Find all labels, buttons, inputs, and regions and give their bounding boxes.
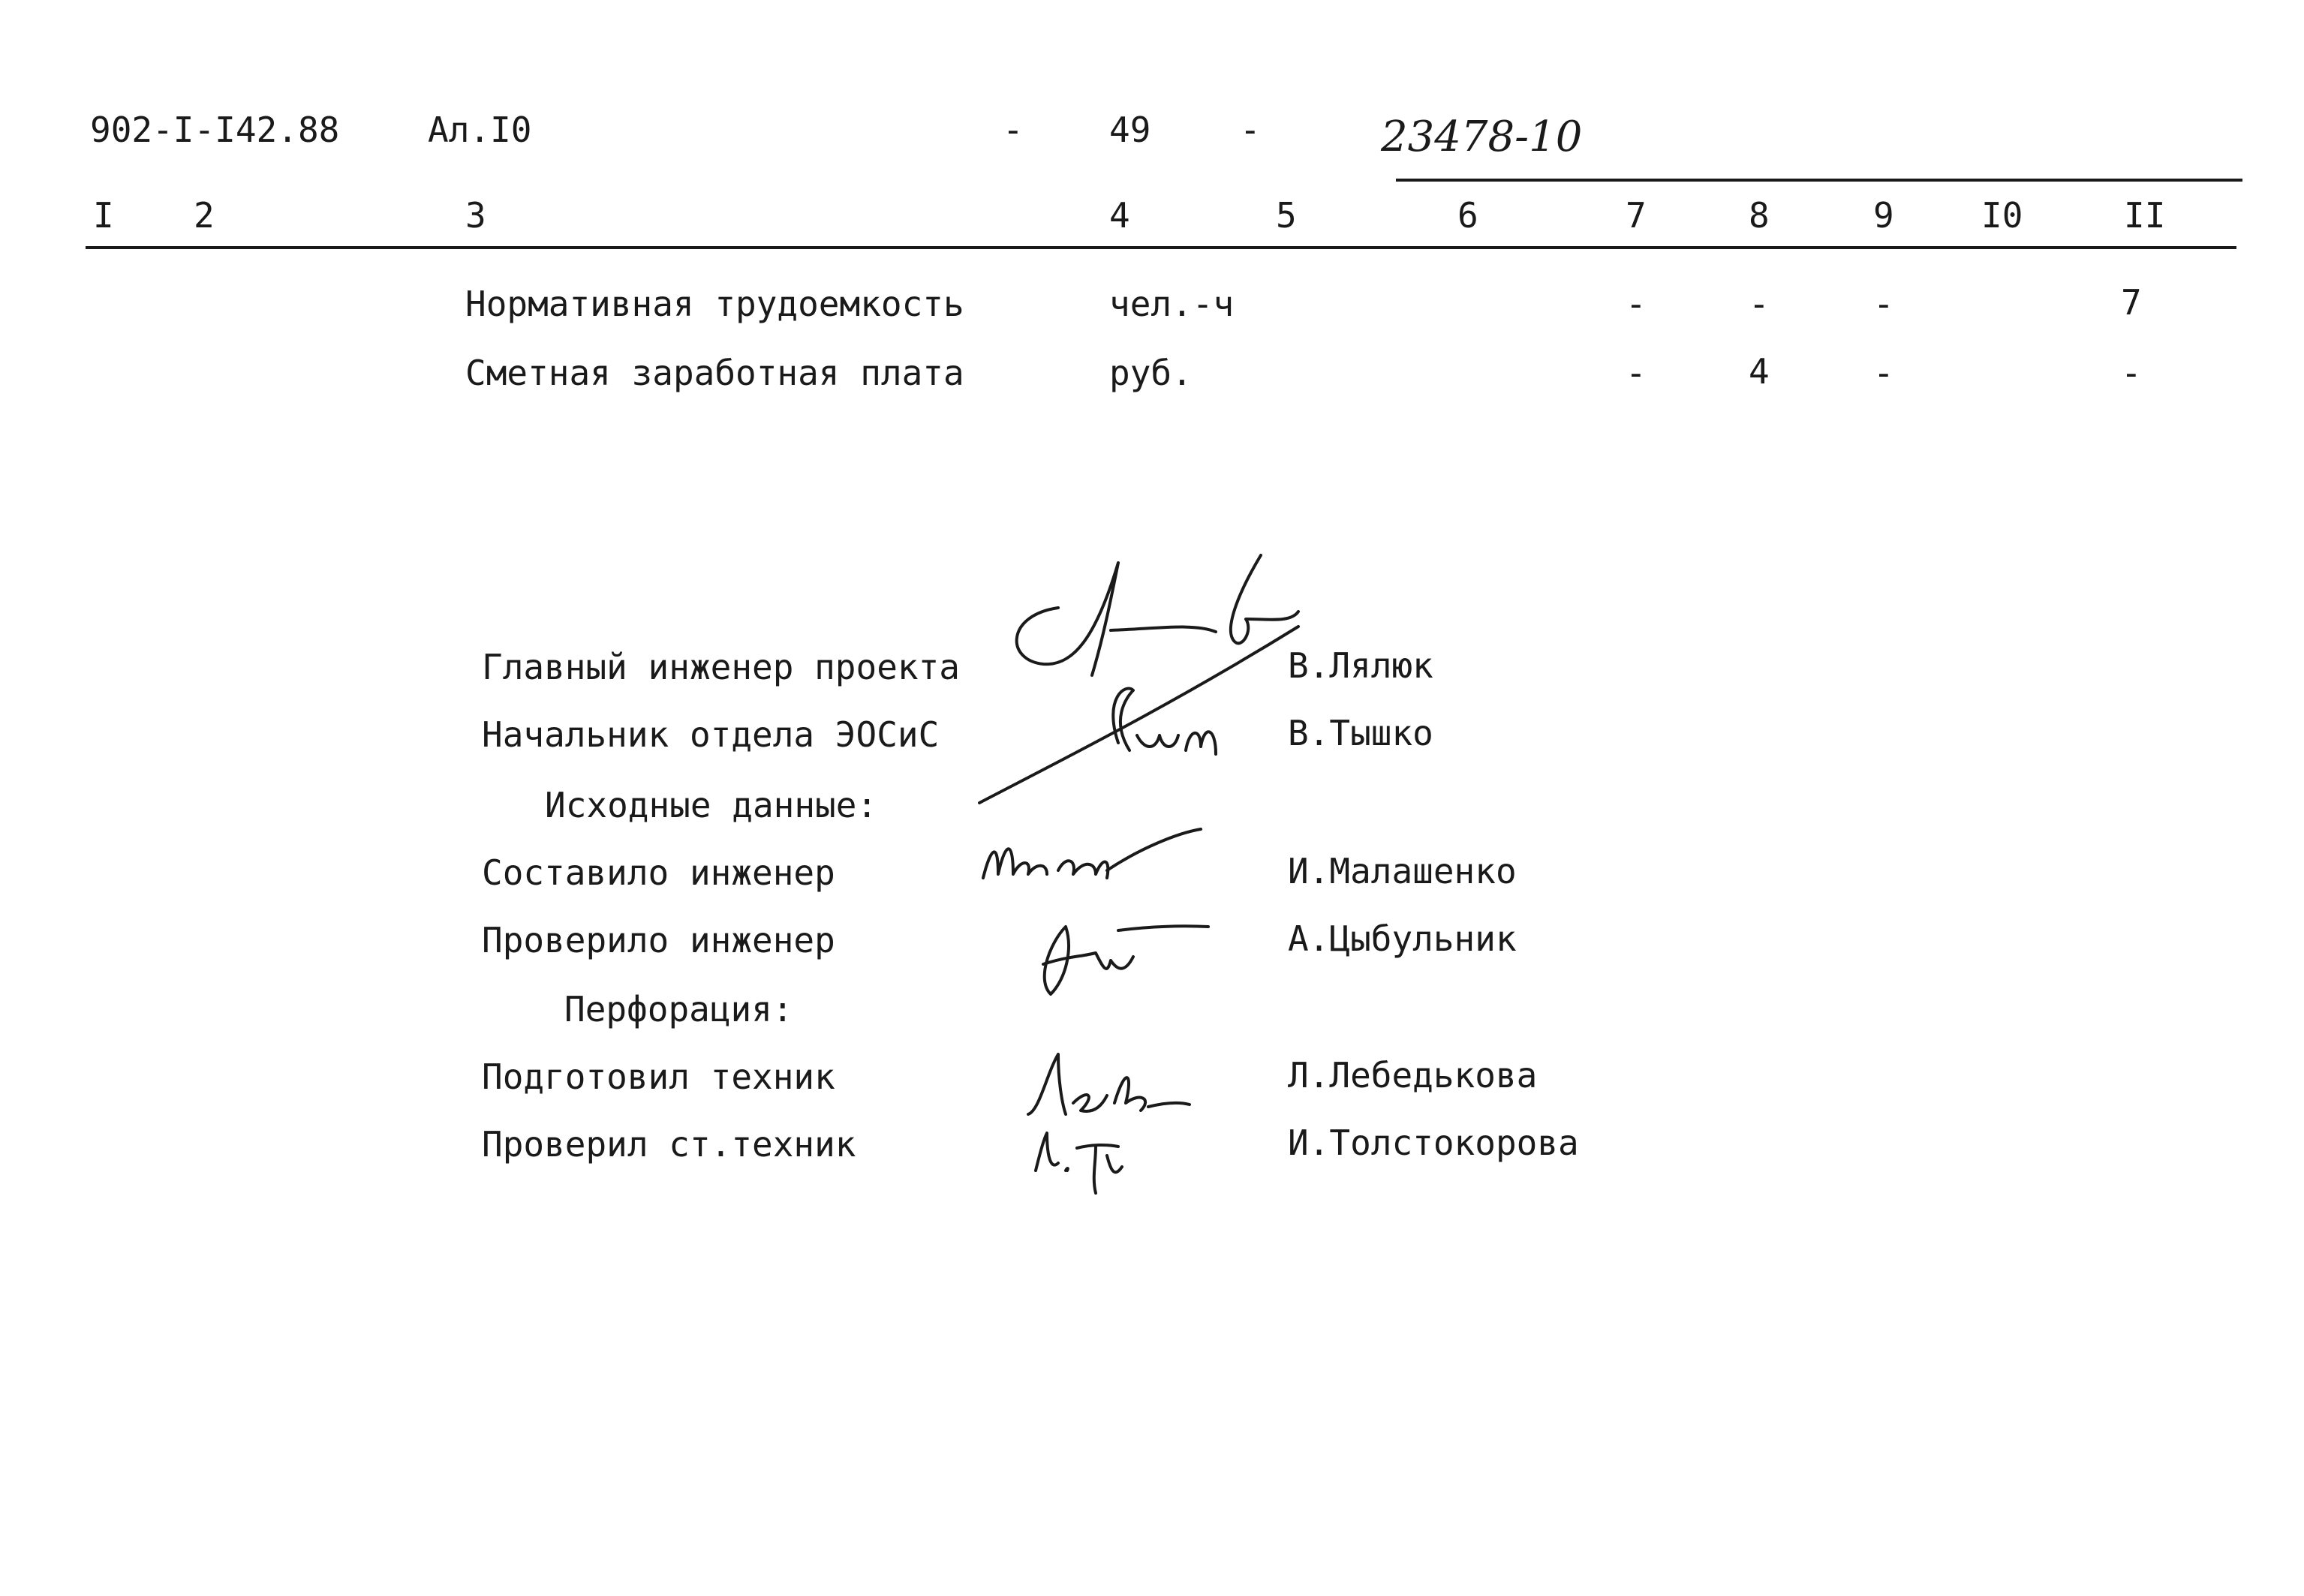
col-header-8: 8 <box>1749 195 1770 236</box>
checked-senior-signature <box>1021 1111 1171 1201</box>
dept-head-role: Начальник отдела ЭОСиС <box>482 714 940 755</box>
col-header-5: 5 <box>1276 195 1297 236</box>
col-header-2: 2 <box>194 195 215 236</box>
checked-role: Проверило инженер <box>482 920 835 960</box>
table-row-1-col11: 7 <box>2121 282 2142 323</box>
col-header-7: 7 <box>1626 195 1647 236</box>
checked-senior-name: И.Толстокорова <box>1288 1123 1579 1163</box>
table-row-2-col8: 4 <box>1749 351 1770 392</box>
inventory-number: 23478-10 <box>1381 113 1583 161</box>
col-header-1: I <box>93 195 114 236</box>
checked-signature <box>1021 912 1231 1002</box>
dept-head-name: В.Тышко <box>1288 713 1433 753</box>
doc-code: 902-I-I42.88 <box>90 110 340 150</box>
header-divider <box>86 246 2236 249</box>
col-header-9: 9 <box>1873 195 1894 236</box>
table-row-1-name: Нормативная трудоемкость <box>465 284 964 324</box>
col-header-6: 6 <box>1457 195 1478 236</box>
table-row-1-unit: чел.-ч <box>1109 284 1235 324</box>
col-header-4: 4 <box>1109 195 1130 236</box>
table-row-2-col11: - <box>2121 353 2142 393</box>
compiled-name: И.Малашенко <box>1288 851 1517 891</box>
chief-engineer-role: Главный инженер проекта <box>482 647 960 687</box>
table-row-2-name: Сметная заработная плата <box>465 353 964 393</box>
table-row-1-col7: - <box>1626 284 1647 324</box>
chief-engineer-name: В.Лялюк <box>1288 645 1433 686</box>
prepared-name: Л.Лебедькова <box>1288 1055 1538 1096</box>
sheet-label: Ал.I0 <box>428 110 532 150</box>
prepared-role: Подготовил техник <box>482 1056 835 1097</box>
perforation-heading: Перфорация: <box>564 989 793 1029</box>
top-rule <box>1396 179 2242 182</box>
col-header-10: I0 <box>1981 195 2023 236</box>
page-dash-right: - <box>1240 110 1261 150</box>
col-header-3: 3 <box>465 195 486 236</box>
table-row-2-col9: - <box>1873 353 1894 393</box>
col-header-11: II <box>2124 195 2166 236</box>
compiled-signature <box>976 818 1216 900</box>
table-row-2-unit: руб. <box>1109 353 1193 393</box>
checked-name: А.Цыбульник <box>1288 918 1517 959</box>
compiled-role: Составило инженер <box>482 852 835 893</box>
page-dash-left: - <box>1003 110 1024 150</box>
table-row-1-col9: - <box>1873 284 1894 324</box>
dept-head-signature <box>976 615 1321 810</box>
page-number: 49 <box>1109 110 1151 150</box>
table-row-1-col8: - <box>1749 284 1770 324</box>
table-row-2-col7: - <box>1626 353 1647 393</box>
source-data-heading: Исходные данные: <box>545 785 878 825</box>
checked-senior-role: Проверил ст.техник <box>482 1124 856 1165</box>
